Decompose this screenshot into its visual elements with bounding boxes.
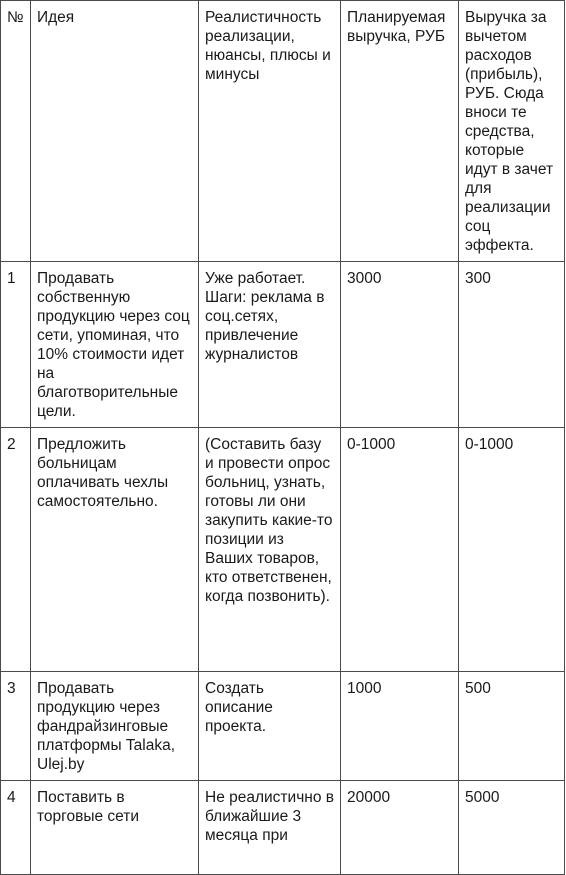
row-number: 4	[1, 781, 31, 875]
row-planned-revenue: 1000	[341, 672, 459, 781]
header-number: №	[1, 1, 31, 262]
row-planned-revenue: 0-1000	[341, 428, 459, 672]
row-net-revenue: 500	[459, 672, 565, 781]
row-planned-revenue: 3000	[341, 262, 459, 428]
row-net-revenue: 0-1000	[459, 428, 565, 672]
row-realism: Уже работает. Шаги: реклама в соц.сетях, привлечение журналистов	[199, 262, 341, 428]
header-idea: Идея	[31, 1, 199, 262]
row-number: 3	[1, 672, 31, 781]
row-idea: Продавать продукцию через фандрайзинговые платформы Talaka, Ulej.by	[31, 672, 199, 781]
row-idea: Поставить в торговые сети	[31, 781, 199, 875]
table-header-row	[1, 1, 565, 262]
row-idea: Предложить больницам оплачивать чехлы самостоятельно.	[31, 428, 199, 672]
row-realism: Создать описание проекта.	[199, 672, 341, 781]
row-net-revenue: 5000	[459, 781, 565, 875]
header-realism: Реалистичность реализации, нюансы, плюсы и минусы	[199, 1, 341, 262]
header-planned-revenue: Планируемая выручка, РУБ	[341, 1, 459, 262]
row-realism: Не реалистично в ближайшие 3 месяца при	[199, 781, 341, 875]
table-row	[1, 672, 565, 781]
header-net-revenue: Выручка за вычетом расходов (прибыль), РУБ. Сюда вноси те средства, которые идут в зачет для реализации соц эффекта.	[459, 1, 565, 262]
table-row	[1, 428, 565, 672]
row-planned-revenue: 20000	[341, 781, 459, 875]
row-net-revenue: 300	[459, 262, 565, 428]
row-number: 2	[1, 428, 31, 672]
row-number: 1	[1, 262, 31, 428]
row-idea: Продавать собственную продукцию через соц сети, упоминая, что 10% стоимости идет на благотворительные цели.	[31, 262, 199, 428]
table-row	[1, 262, 565, 428]
row-realism: (Составить базу и провести опрос больниц, узнать, готовы ли они закупить какие-то позиции из Ваших товаров, кто ответственен, когда позвонить).	[199, 428, 341, 672]
table-row	[1, 781, 565, 875]
